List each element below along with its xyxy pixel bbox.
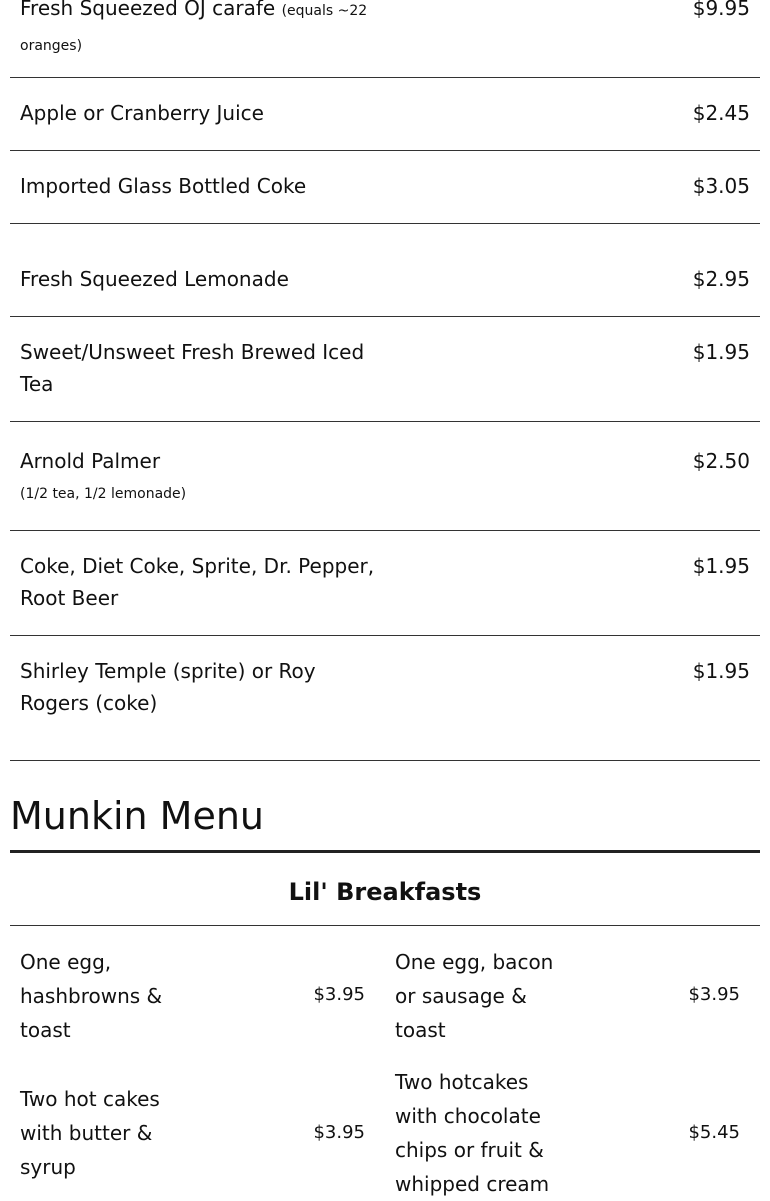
drink-row-lemonade [10,223,760,317]
kids-item-price: $5.45 [688,1122,740,1143]
drink-name: Coke, Diet Coke, Sprite, Dr. Pepper, Root Beer [20,554,375,610]
kids-menu-item [385,945,750,1055]
kids-item-price: $3.95 [688,984,740,1005]
section-title: Munkin Menu [10,794,265,838]
drink-name-text: Fresh Squeezed Lemonade [20,267,289,291]
drink-row-apple-cranberry [10,77,760,151]
drink-row-oj [10,0,760,78]
kids-item-name: Two hot cakes with butter & syrup [20,1087,160,1179]
drink-price: $2.45 [692,101,750,125]
drink-price: $9.95 [692,0,750,20]
drink-price: $1.95 [692,659,750,683]
drink-name: Apple or Cranberry Juice [20,101,264,125]
drink-note: (equals ~22 oranges) [20,3,368,54]
drink-name: Shirley Temple (sprite) or Roy Rogers (coke) [20,659,316,715]
kids-item-price: $3.95 [313,984,365,1005]
drink-price: $2.50 [692,449,750,473]
kids-item-price: $3.95 [313,1122,365,1143]
drink-row-arnold-palmer [10,421,760,531]
drink-row-iced-tea [10,316,760,422]
drink-description: (1/2 tea, 1/2 lemonade) [20,486,187,502]
drink-name [20,0,380,62]
section-rule [10,850,760,853]
drink-name: Sweet/Unsweet Fresh Brewed Iced Tea [20,340,365,396]
kids-item-name: Two hotcakes with chocolate chips or fruit & whipped cream [395,1070,550,1196]
drink-row-sodas [10,530,760,636]
subsection-rule [10,925,760,926]
drink-row-bottled-coke [10,150,760,224]
drink-name: Imported Glass Bottled Coke [20,174,307,198]
kids-menu-item [10,1082,375,1192]
drink-price: $3.05 [692,174,750,198]
drink-price: $1.95 [692,340,750,364]
drink-name [20,263,380,295]
drink-price: $2.95 [692,267,750,291]
section-divider [10,760,760,761]
kids-menu-item [385,1065,750,1196]
drink-price: $1.95 [692,554,750,578]
kids-item-name: One egg, hashbrowns & toast [20,950,163,1042]
drink-name-text: Fresh Squeezed OJ carafe [20,0,276,20]
kids-item-name: One egg, bacon or sausage & toast [395,950,554,1042]
kids-menu-item [10,945,375,1055]
drink-name: Arnold Palmer [20,449,161,473]
subsection-title: Lil' Breakfasts [288,878,482,906]
drink-row-shirley-temple [10,635,760,759]
